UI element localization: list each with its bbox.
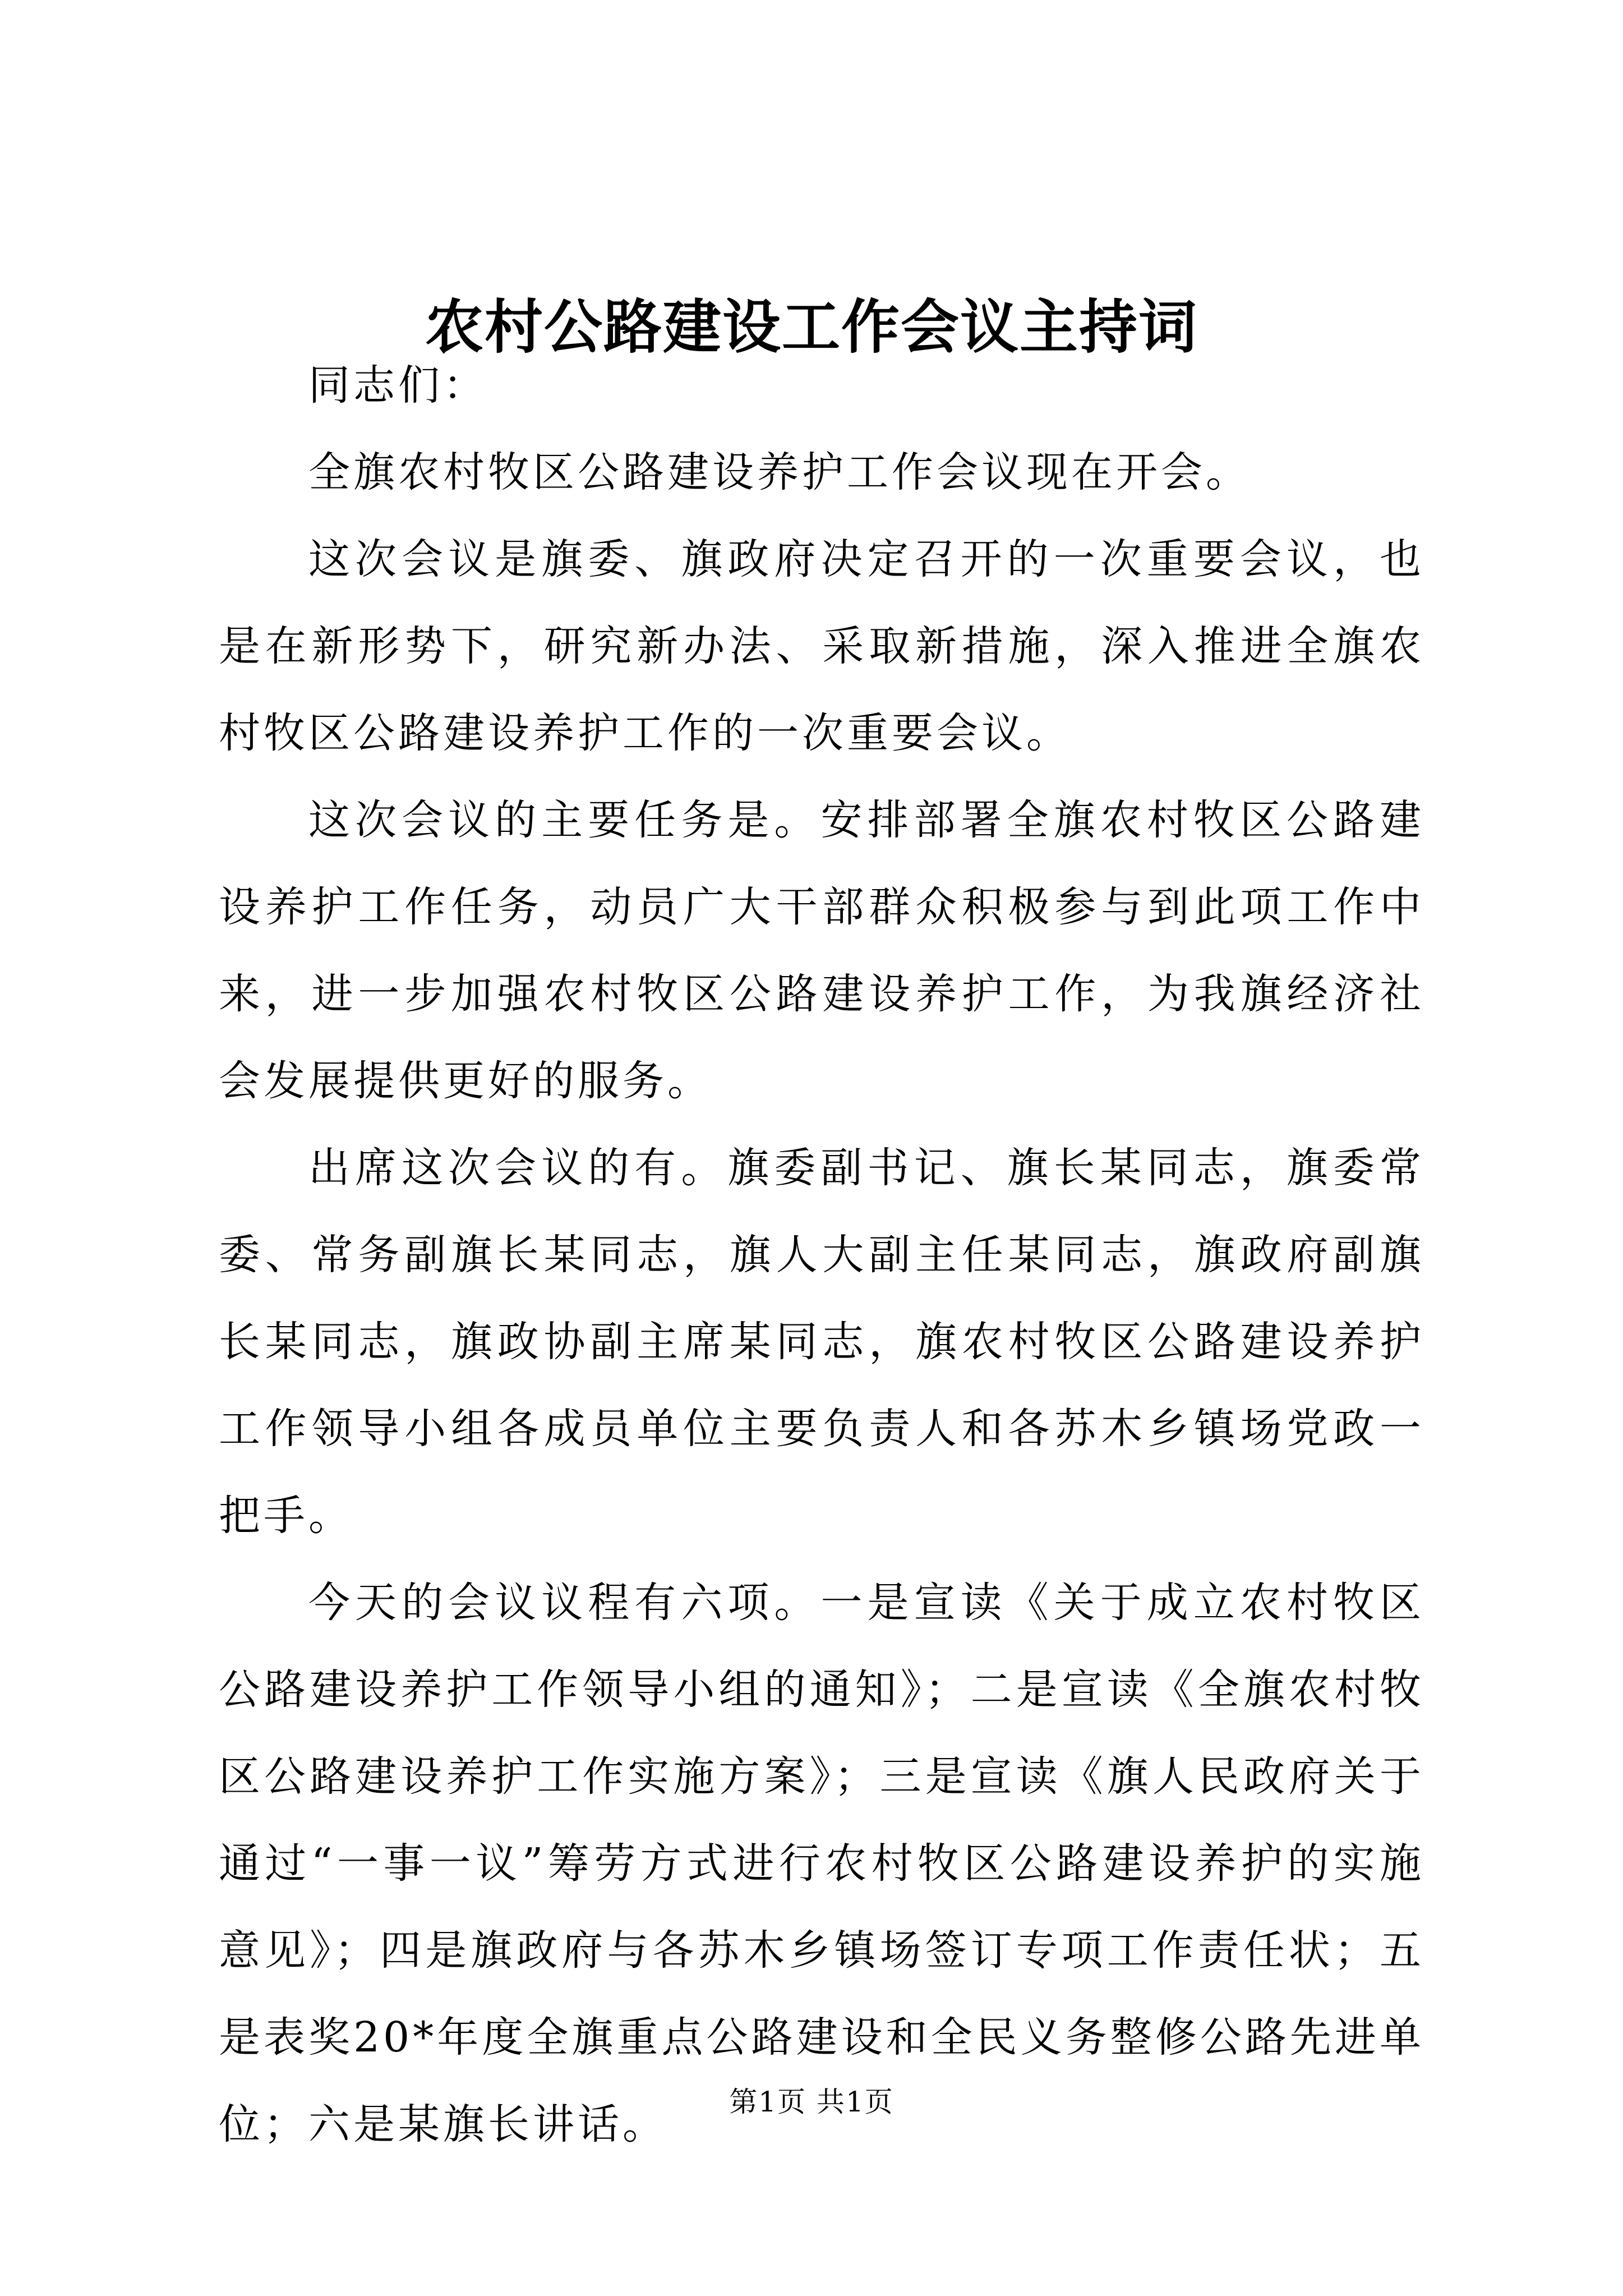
body-paragraph: 这次会议是旗委、旗政府决定召开的一次重要会议，也是在新形势下，研究新办法、采取新措施，深入推进全旗农村牧区公路建设养护工作的一次重要会议。 [219, 535, 1424, 757]
body-paragraph: 出席这次会议的有。旗委副书记、旗长某同志，旗委常委、常务副旗长某同志，旗人大副主任某同志，旗政府副旗长某同志，旗政协副主席某同志，旗农村牧区公路建设养护工作领导小组各成员单位主要负责人和各苏木乡镇场党政一把手。 [219, 1144, 1424, 1540]
body-paragraph: 今天的会议议程有六项。一是宣读《关于成立农村牧区公路建设养护工作领导小组的通知》；二是宣读《全旗农村牧区公路建设养护工作实施方案》；三是宣读《旗人民政府关于通过“一事一议”筹劳方式进行农村牧区公路建设养护的实施意见》；四是旗政府与各苏木乡镇场签订专项工作责任状；五是表奖20*年度全旗重点公路建设和全民义务整修公路先进单位；六是某旗长讲话。 [219, 1579, 1424, 2148]
document-body [219, 342, 1424, 2168]
page-footer: 第1页 共1页 [729, 2086, 894, 2118]
salutation-paragraph: 同志们： [308, 361, 488, 409]
body-paragraph: 这次会议的主要任务是。安排部署全旗农村牧区公路建设养护工作任务，动员广大干部群众积极参与到此项工作中来，进一步加强农村牧区公路建设养护工作，为我旗经济社会发展提供更好的服务。 [219, 796, 1424, 1105]
body-paragraph: 全旗农村牧区公路建设养护工作会议现在开会。 [308, 448, 1251, 496]
document-title: 农村公路建设工作会议主持词 [425, 292, 1198, 361]
